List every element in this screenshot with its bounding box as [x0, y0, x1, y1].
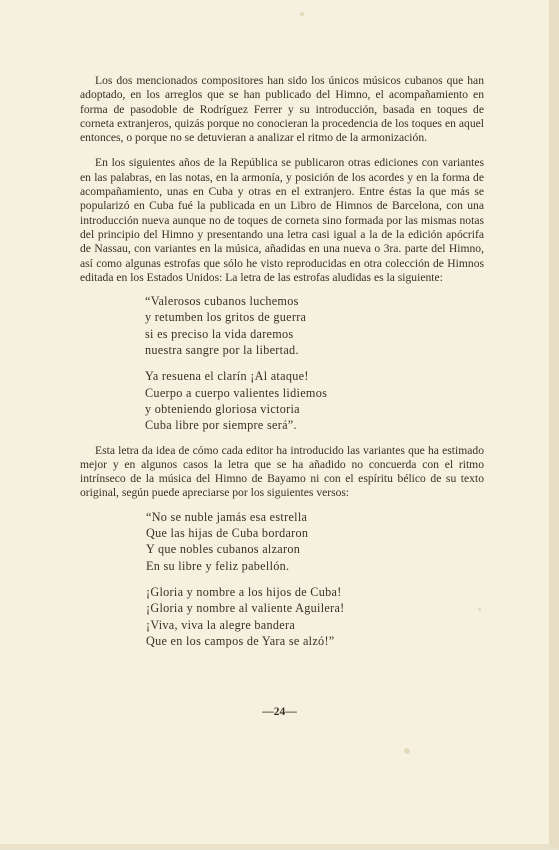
verse-stanza [80, 509, 484, 574]
verse-stanza [80, 368, 484, 433]
paper-stain [300, 12, 304, 16]
page-number: —24— [262, 706, 297, 718]
verse-line: si es preciso la vida daremos [145, 326, 294, 341]
verse-line: “Valerosos cubanos luchemos [145, 294, 299, 309]
verse-line: y obteniendo gloriosa victoria [145, 401, 300, 416]
body-text [80, 74, 484, 659]
verse-line: En su libre y feliz pabellón. [146, 558, 290, 573]
verse-line: Cuba libre por siempre será”. [145, 418, 297, 433]
paper-stain [404, 748, 410, 754]
paragraph-variants: Esta letra da idea de cómo cada editor ha introducido las variantes que ha estimado mejor y en algunos casos la letra que se ha añadido no concuerda con el ritmo intrínseco de la música del Himno de Bayamo ni con el espíritu bélico de su texto original, según puede apreciarse por los siguientes versos: [80, 443, 484, 500]
verse-stanza [80, 584, 484, 649]
verse-line: nuestra sangre por la libertad. [145, 343, 299, 358]
verse-line: Ya resuena el clarín ¡Al ataque! [145, 369, 309, 384]
verse-line: ¡Gloria y nombre al valiente Aguilera! [146, 601, 345, 616]
verse-line: ¡Gloria y nombre a los hijos de Cuba! [146, 584, 342, 599]
verse-line: Y que nobles cubanos alzaron [146, 542, 301, 557]
verse-line: ¡Viva, viva la alegre bandera [146, 617, 296, 632]
verse-line: “No se nuble jamás esa estrella [146, 509, 308, 524]
paragraph-republic-editions: En los siguientes años de la República se publicaron otras ediciones con variantes en las palabras, en las notas, en la armonía, y posición de los acordes y en la forma de acompañamiento, unas en Cuba y otras en el extranjero. Entre éstas la que más se popularizó en Cuba fué la publicada en un Libro de Himnos de Barcelona, con una introducción nueva aunque no de toques de corneta sino formada por las mismas notas del principio del Himno y presentando una letra casi igual a la de la edición apócrifa de Nassau, con variantes en la música, añadidas en una nueva o 3ra. parte del Himno, así como algunas estrofas que sólo he visto reproducidas en otra colección de Himnos editada en los Estados Unidos: La letra de las estrofas aludidas es la siguiente: [80, 156, 484, 284]
verse-line: Cuerpo a cuerpo valientes lidiemos [145, 385, 328, 400]
verse-line: Que las hijas de Cuba bordaron [146, 526, 309, 541]
verse-stanza [80, 293, 484, 358]
paragraph-composers: Los dos mencionados compositores han sido los únicos músicos cubanos que han adoptado, en los arreglos que se han publicado del Himno, el acompañamiento en forma de pasodoble de Rodríguez Ferrer y su introducción, basada en toques de corneta extranjeros, quizás porque no conocieran la procedencia de los toques en aquel entonces, o porque no se detuvieran a analizar el ritmo de la armonización. [80, 74, 484, 145]
verse-line: y retumben los gritos de guerra [145, 310, 307, 325]
verse-line: Que en los campos de Yara se alzó!” [146, 633, 335, 648]
